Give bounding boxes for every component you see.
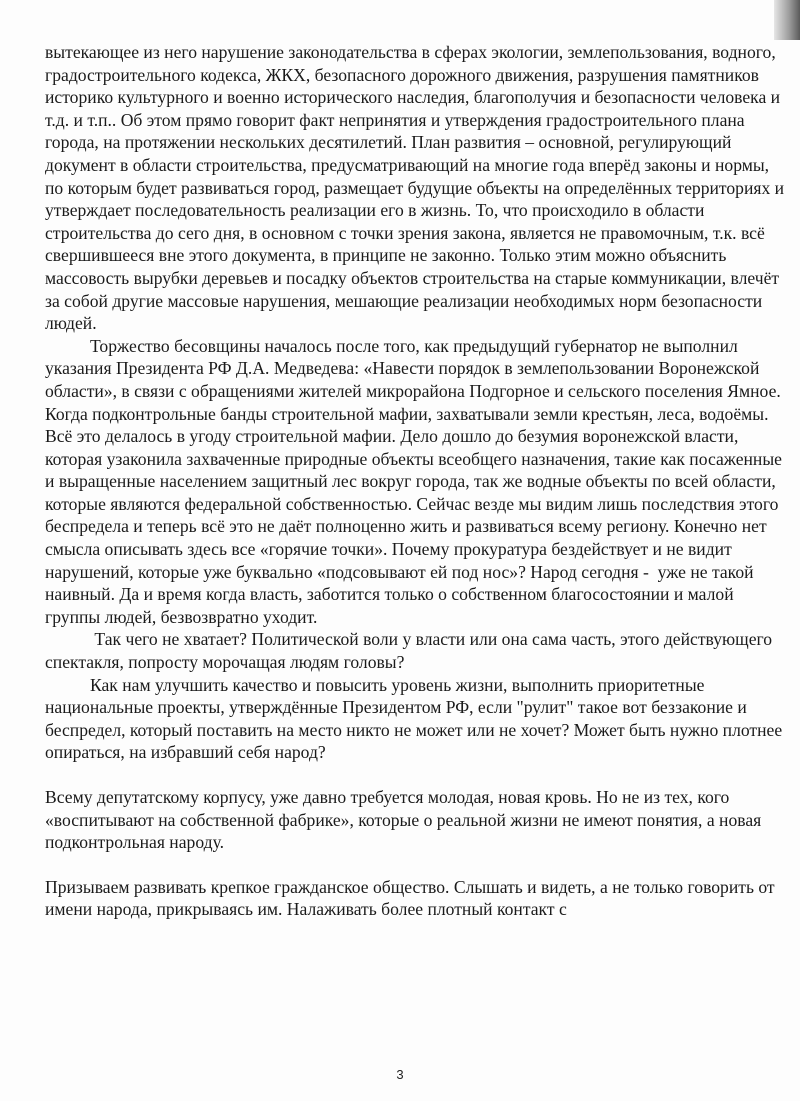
paragraph-5: Всему депутатскому корпусу, уже давно требуется молодая, новая кровь. Но не из тех, кого «воспитывают на собственной фабрике», которые о реальной жизни не имеют понятия, а новая подконтрольная народу. [45, 787, 766, 853]
page-number: 3 [396, 1067, 404, 1082]
paragraph-6: Призываем развивать крепкое гражданское общество. Слышать и видеть, а не только говорить от имени народа, прикрываясь им. Налаживать более плотный контакт с [45, 876, 780, 920]
paragraph-1: вытекающее из него нарушение законодательства в сферах экологии, землепользования, водного, градостроительного кодекса, ЖКХ, безопасного дорожного движения, разрушения памятников историко культурного и военно исторического наследия, благополучия и безопасности человека и т.д. и т.п.. Об этом прямо говорит факт непринятия и утверждения градостроительного плана города, на протяжении нескольких десятилетий. План развития – основной, регулирующий документ в области строительства, предусматривающий на многие года вперёд законы и нормы, по которым будет развиваться город, размещает будущие объекты на определённых территориях и утверждает последовательность реализации его в жизнь. То, что происходило в области строительства до сего дня, в основном с точки зрения закона, является не правомочным, т.к. всё свершившееся вне этого документа, в принципе не законно. Только этим можно объяснить массовость вырубки деревьев и посадку объектов строительства на старые коммуникации, влечёт за собой другие массовые нарушения, мешающие реализации необходимых норм безопасности людей. [45, 42, 789, 334]
paragraph-4: Как нам улучшить качество и повысить уровень жизни, выполнить приоритетные национальные проекты, утверждённые Президентом РФ, если "рулит" такое вот беззаконие и беспредел, который поставить на место никто не может или не хочет? Может быть нужно плотнее опираться, на избравший себя народ? [45, 674, 787, 763]
document-body [45, 41, 789, 921]
paragraph-2: Торжество бесовщины началось после того, как предыдущий губернатор не выполнил указания Президента РФ Д.А. Медведева: «Навести порядок в землепользовании Воронежской области», в связи с обращениями жителей микрорайона Подгорное и сельского поселения Ямное. Когда подконтрольные банды строительной мафии, захватывали земли крестьян, леса, водоёмы. Всё это делалось в угоду строительной мафии. Дело дошло до безумия воронежской власти, которая узаконила захваченные природные объекты всеобщего назначения, такие как посаженные и выращенные населением защитный лес вокруг города, так же водные объекты по всей области, которые являются федеральной собственностью. Сейчас везде мы видим лишь последствия этого беспредела и теперь всё это не даёт полноценно жить и развиваться всему региону. Конечно нет смысла описывать здесь все «горячие точки». Почему прокуратура бездействует и не видит нарушений, которые уже буквально «подсовывают ей под нос»? Народ сегодня - уже не такой наивный. Да и время когда власть, заботится только о собственном благосостоянии и малой группы людей, безвозвратно уходит. [45, 335, 787, 627]
scan-edge-mark [774, 0, 800, 40]
paragraph-3: Так чего не хватает? Политической воли у власти или она сама часть, этого действующего спектакля, попросту морочащая людям головы? [45, 629, 777, 673]
